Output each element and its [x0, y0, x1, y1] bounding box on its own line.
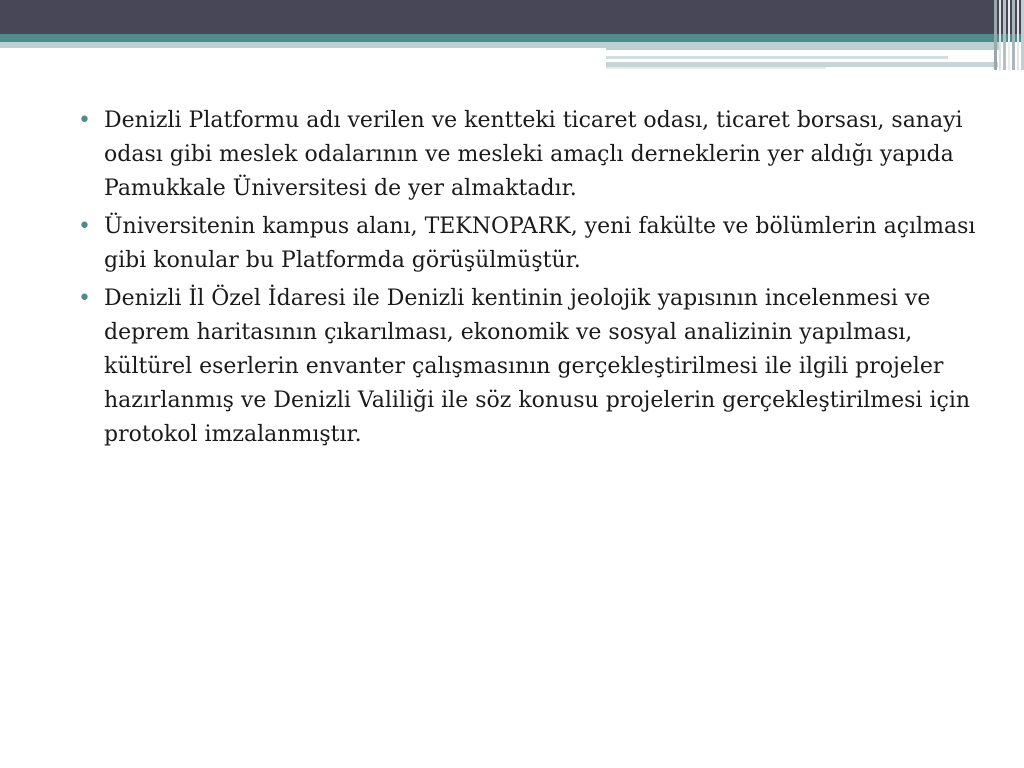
bullet-item — [76, 210, 976, 278]
header-band-teal — [0, 34, 1024, 42]
header-band-dark — [0, 0, 1024, 34]
header-vertical-stripe — [1003, 0, 1006, 70]
bullet-item — [76, 104, 976, 206]
header-vertical-stripe — [1017, 0, 1019, 70]
header-vertical-stripe — [1012, 0, 1015, 70]
bullet-text: Üniversitenin kampus alanı, TEKNOPARK, yeni fakülte ve bölümlerin açılması gibi konular bu Platformda görüşülmüştür. — [104, 214, 976, 273]
header-vertical-stripe — [999, 0, 1001, 70]
slide-body — [76, 104, 976, 456]
bullet-icon: • — [78, 214, 91, 239]
bullet-icon: • — [78, 108, 91, 133]
header-vertical-stripe — [994, 0, 997, 70]
header-band-right-block — [606, 42, 1000, 50]
header-line-3 — [606, 67, 826, 69]
bullet-item — [76, 282, 976, 452]
bullet-text: Denizli İl Özel İdaresi ile Denizli kentinin jeolojik yapısının incelenmesi ve deprem haritasının çıkarılması, ekonomik ve sosyal analizinin yapılması, kültürel eserlerin envanter çalışmasının gerçekleştirilmesi ile ilgili projeler hazırlanmış ve Denizli Valiliği ile söz konusu projelerin gerçekleştirilmesi için protokol imzalanmıştır. — [104, 286, 971, 447]
bullet-icon: • — [78, 286, 91, 311]
header-vertical-stripe — [1008, 0, 1010, 70]
bullet-text: Denizli Platformu adı verilen ve kentteki ticaret odası, ticaret borsası, sanayi odası gibi meslek odalarının ve mesleki amaçlı derneklerin yer aldığı yapıda Pamukkale Üniversitesi de yer almaktadır. — [104, 108, 963, 201]
bullet-list — [76, 104, 976, 452]
header-line-1 — [606, 56, 948, 59]
